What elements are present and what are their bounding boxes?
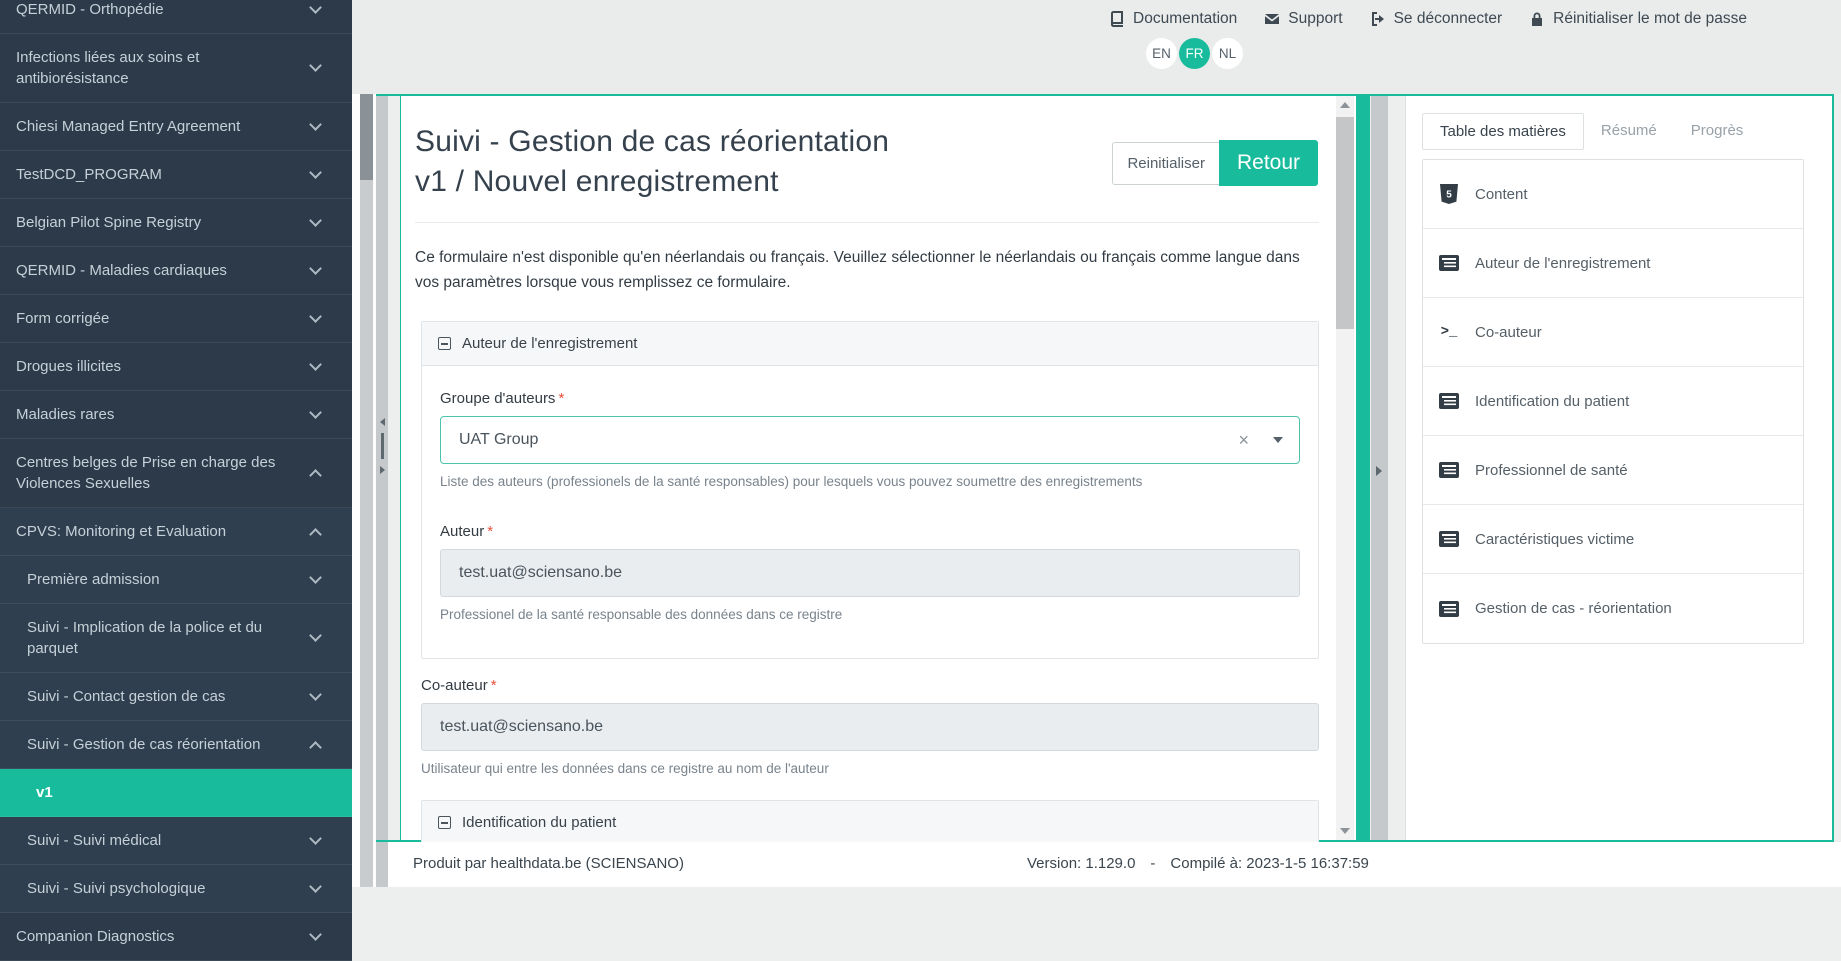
toc-item-label: Caractéristiques victime [1475,530,1635,548]
toc-item-label: Gestion de cas - réorientation [1475,600,1672,617]
form-scrollbar[interactable] [1336,96,1354,840]
page-title-line2: v1 / Nouvel enregistrement [415,165,779,198]
chevron-icon [311,836,321,846]
section-author-body [422,366,1318,658]
sidebar-item-label: TestDCD_PROGRAM [16,166,162,183]
toc-tab-label: Table des matières [1440,123,1566,140]
expand-right-icon [1376,466,1382,476]
toc-item[interactable] [1423,229,1803,298]
sidebar-item-label: Maladies rares [16,406,115,423]
back-button[interactable]: Retour [1219,140,1318,186]
sidebar-item-label: Belgian Pilot Spine Registry [16,214,202,231]
form-actions [1112,140,1318,186]
page-title-line1: Suivi - Gestion de cas réorientation [415,125,890,158]
sidebar-item-label: Suivi - Suivi psychologique [27,880,206,897]
toc-item[interactable] [1423,574,1803,643]
coauthor-field [421,703,1319,751]
language-button[interactable] [1146,38,1177,69]
header-link-label: Support [1288,10,1343,27]
language-notice: Ce formulaire n'est disponible qu'en néerlandais ou français. Veuillez sélectionner le néerlandais ou français comme langue dans vos paramètres lorsque vous remplissez ce formulaire. [415,249,1300,291]
sidebar-item[interactable] [0,0,352,34]
list-icon [1438,255,1460,271]
collapse-left-icon [380,418,385,426]
section-author-header[interactable] [422,322,1318,366]
chevron-icon [311,314,321,324]
sidebar-item-label: Form corrigée [16,310,110,327]
sidebar-item[interactable] [0,34,352,103]
chevron-icon [311,410,321,420]
drag-handle-icon [381,433,384,459]
sidebar-item-label: QERMID - Orthopédie [16,1,164,18]
header-link-label: Documentation [1133,10,1238,27]
author-field [440,549,1300,597]
chevron-icon [311,5,321,15]
html5-icon [1438,184,1460,204]
toc-item-label: Professionnel de santé [1475,461,1628,479]
toc-tab[interactable] [1584,113,1674,148]
chevron-icon [311,884,321,894]
header-link[interactable] [1370,10,1503,28]
sidebar-item-label: Suivi - Gestion de cas réorientation [27,736,261,753]
language-button[interactable] [1179,38,1210,69]
toc-tab[interactable] [1674,113,1761,148]
coauthor-block [421,677,1319,776]
footer-compiled-label: Compilé à: 2023-1-5 16:37:59 [1170,855,1369,872]
header-link[interactable] [1109,10,1237,28]
terminal-icon: >_ [1440,324,1458,340]
language-switcher [1146,38,1243,69]
sidebar-item[interactable] [0,721,352,769]
header-links [1109,10,1747,28]
scroll-down-icon[interactable] [1340,828,1350,834]
header-link[interactable] [1264,10,1342,28]
chevron-icon [311,932,321,942]
author-group-value: UAT Group [459,431,539,448]
sidebar-collapse-handle[interactable] [376,418,388,474]
toc-tab[interactable] [1422,113,1584,150]
sidebar-item-label: Companion Diagnostics [16,928,175,945]
toc-item-label: Identification du patient [1475,392,1630,410]
header-link[interactable] [1529,10,1747,28]
chevron-icon [311,468,321,478]
form-content [401,96,1335,866]
list-icon [1438,393,1460,409]
sidebar-item[interactable] [0,151,352,199]
sidebar-item[interactable] [0,817,352,865]
top-header [352,0,1841,94]
chevron-icon [311,740,321,750]
section-patient-title: Identification du patient [462,814,617,831]
language-code: EN [1152,46,1171,61]
chevron-icon [311,692,321,702]
language-button[interactable] [1212,38,1243,69]
header-link-label: Réinitialiser le mot de passe [1553,10,1747,27]
sidebar-item[interactable] [0,295,352,343]
chevron-icon [311,266,321,276]
chevron-icon [311,218,321,228]
expand-right-icon [380,466,385,474]
chevron-down-icon [1273,437,1283,443]
list-icon [1438,601,1460,617]
sidebar-item[interactable] [0,769,352,817]
author-label: Auteur * [440,523,494,540]
author-group-help: Liste des auteurs (professionels de la santé responsables) pour lesquels vous pouvez soumettre des enregistrements [440,474,1143,489]
footer-produced-by: Produit par healthdata.be (SCIENSANO) [413,855,684,872]
list-icon [1438,462,1460,478]
sidebar-item[interactable] [0,556,352,604]
required-marker: * [558,390,565,407]
section-author [421,321,1319,659]
sidebar [0,0,352,945]
form-scrollbar-thumb[interactable] [1336,117,1354,329]
sidebar-item[interactable] [0,391,352,439]
required-marker: * [487,523,494,540]
envelope-icon [1264,11,1280,27]
sidebar-item[interactable] [0,199,352,247]
sidebar-item-label: QERMID - Maladies cardiaques [16,262,227,279]
sidebar-menu [0,0,352,961]
toc-list [1422,159,1804,644]
section-author-title: Auteur de l'enregistrement [462,335,638,352]
sidebar-item-label: Suivi - Suivi médical [27,832,162,849]
author-group-label: Groupe d'auteurs * [440,390,565,407]
sidebar-item-label: Suivi - Contact gestion de cas [27,688,226,705]
sidebar-item[interactable] [0,508,352,556]
toc-item[interactable] [1423,160,1803,229]
toc-item[interactable] [1423,367,1803,436]
footer-separator: - [1150,855,1156,872]
language-code: FR [1185,46,1204,61]
sidebar-item-label: Chiesi Managed Entry Agreement [16,118,241,135]
sidebar-item[interactable] [0,604,352,673]
sign-out-icon [1370,11,1386,27]
toc-item-label: Content [1475,185,1528,203]
svg-text:5: 5 [1446,189,1452,201]
toc-tab-label: Progrès [1690,122,1744,139]
sidebar-scrollbar[interactable] [360,0,373,887]
sidebar-item-label: Centres belges de Prise en charge des Violences Sexuelles [16,454,276,492]
footer-version-label: Version: 1.129.0 [1027,855,1136,872]
author-group-select[interactable] [440,416,1300,464]
toc-item-label: Auteur de l'enregistrement [1475,254,1651,272]
language-code: NL [1218,46,1237,61]
sidebar-item[interactable] [0,103,352,151]
section-patient-header[interactable] [422,801,1318,845]
footer-version [1027,855,1369,872]
page-footer [388,842,1841,887]
book-icon [1109,11,1125,27]
toc-item[interactable] [1423,298,1803,367]
clear-icon[interactable]: × [1238,429,1249,450]
sidebar-resize-gutter[interactable] [376,0,388,887]
toc-item[interactable] [1423,436,1803,505]
required-marker: * [490,677,497,694]
sidebar-item[interactable] [0,343,352,391]
reset-button[interactable]: Reinitialiser [1112,142,1219,185]
toc-panel [1405,96,1834,840]
toc-item-label: Co-auteur [1475,323,1542,341]
sidebar-item[interactable] [0,247,352,295]
chevron-icon [311,575,321,585]
page-title [415,122,1115,202]
title-divider [415,222,1319,223]
chevron-icon [311,527,321,537]
sidebar-item[interactable] [0,673,352,721]
toc-item[interactable] [1423,505,1803,574]
toc-tab-label: Résumé [1600,122,1657,139]
sidebar-item[interactable] [0,439,352,508]
lock-icon [1529,11,1545,27]
sidebar-item[interactable] [0,913,352,961]
toc-resize-gutter[interactable] [1371,96,1388,840]
chevron-icon [311,362,321,372]
sidebar-item-label: Infections liées aux soins et antibiorésistance [16,49,200,87]
coauthor-help: Utilisateur qui entre les données dans ce registre au nom de l'auteur [421,761,829,776]
coauthor-label: Co-auteur * [421,677,497,694]
toc-tabs [1406,96,1832,150]
collapse-icon [438,337,451,350]
sidebar-item-label: v1 [36,784,53,801]
chevron-icon [311,633,321,643]
chevron-icon [311,122,321,132]
sidebar-item-label: CPVS: Monitoring et Evaluation [16,523,227,540]
chevron-icon [311,63,321,73]
sidebar-item-label: Suivi - Implication de la police et du parquet [27,619,263,657]
collapse-icon [438,816,451,829]
sidebar-item-label: Drogues illicites [16,358,122,375]
sidebar-item-label: Première admission [27,571,160,588]
panel-accent-strip [1356,96,1370,840]
scroll-up-icon[interactable] [1340,102,1350,108]
chevron-icon [311,170,321,180]
sidebar-item[interactable] [0,865,352,913]
list-icon [1438,531,1460,547]
form-panel [400,96,1370,840]
header-link-label: Se déconnecter [1393,10,1503,27]
author-help: Professionel de la santé responsable des données dans ce registre [440,607,843,622]
